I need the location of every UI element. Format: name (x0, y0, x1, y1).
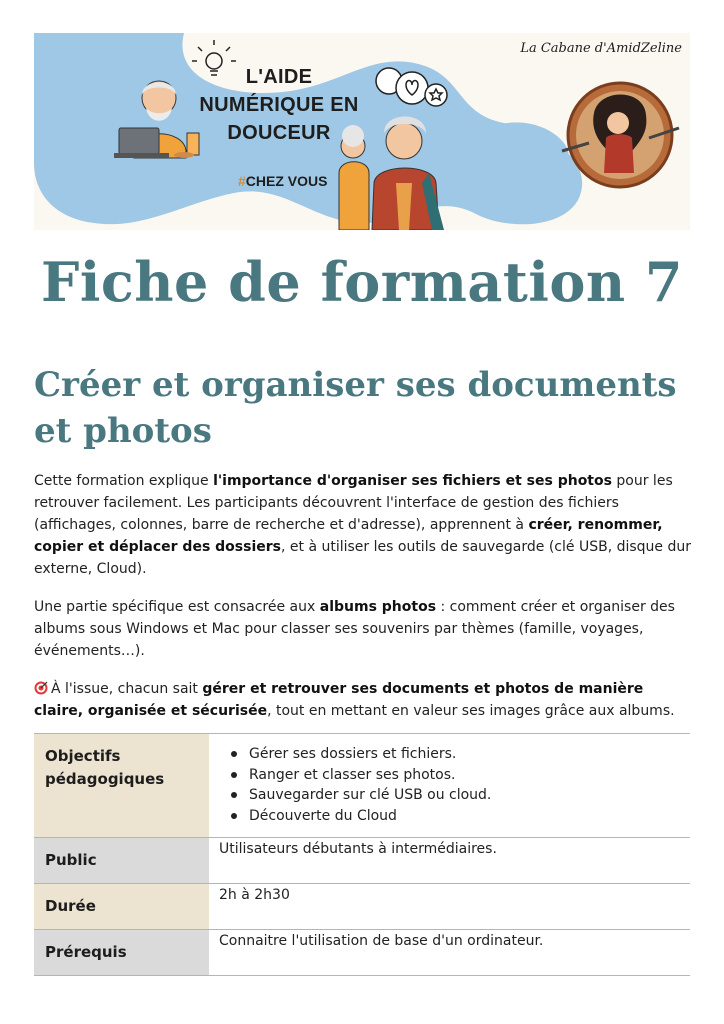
list-item: Découverte du Cloud (249, 806, 680, 827)
text-span: pour les retrouver facilement. Les participants découvrent l'interface de gestion des fichiers (affichages, colonnes, barre de recherche et d'adresse), apprennent à (34, 473, 673, 533)
training-info-table (34, 733, 690, 976)
banner-title: L'AIDE NUMÉRIQUE EN DOUCEUR (199, 66, 359, 144)
albums-paragraph (34, 596, 694, 662)
table-row (34, 884, 690, 930)
bold-span: créer, renommer, copier et déplacer des dossiers (34, 517, 663, 555)
bold-span: albums photos (319, 599, 437, 615)
bold-span: l'importance d'organiser ses fichiers et ses photos (213, 473, 612, 489)
banner-subtitle (238, 173, 327, 189)
hashtag-icon: # (238, 173, 246, 189)
table-row (34, 734, 690, 838)
target-icon (34, 681, 48, 695)
text-span: Une partie spécifique est consacrée aux (34, 599, 320, 615)
banner-subtitle-text: CHEZ VOUS (245, 173, 328, 189)
header-banner (34, 33, 690, 230)
table-row (34, 838, 690, 884)
objectives-value (209, 734, 690, 838)
objectives-label: Objectifs pédagogiques (34, 734, 209, 838)
table-row (34, 930, 690, 976)
list-item: Gérer ses dossiers et fichiers. (249, 744, 680, 765)
section-title: Créer et organiser ses documents et photos (34, 365, 677, 451)
text-span: , et à utiliser les outils de sauvegarde (clé USB, disque dur externe, Cloud). (34, 539, 692, 577)
text-span: Cette formation explique (34, 473, 214, 489)
public-label: Public (34, 838, 209, 884)
outcome-paragraph (34, 678, 694, 722)
text-span: À l'issue, chacun sait (51, 681, 203, 697)
prerequisites-label: Prérequis (34, 930, 209, 976)
list-item: Sauvegarder sur clé USB ou cloud. (249, 785, 680, 806)
brand-name: La Cabane d'AmidZeline (520, 41, 682, 56)
text-span: , tout en mettant en valeur ses images grâce aux albums. (267, 703, 675, 719)
bold-span: gérer et retrouver ses documents et photos de manière claire, organisée et sécurisée (34, 681, 644, 719)
objectives-list (219, 744, 680, 826)
text-span: : comment créer et organiser des albums sous Windows et Mac pour classer ses souvenirs par thèmes (famille, voyages, événements…). (34, 599, 675, 659)
prerequisites-value: Connaitre l'utilisation de base d'un ordinateur. (209, 930, 690, 976)
intro-paragraph (34, 470, 694, 580)
duration-label: Durée (34, 884, 209, 930)
duration-value: 2h à 2h30 (209, 884, 690, 930)
page-title: Fiche de formation 7 (41, 250, 683, 314)
list-item: Ranger et classer ses photos. (249, 765, 680, 786)
public-value: Utilisateurs débutants à intermédiaires. (209, 838, 690, 884)
